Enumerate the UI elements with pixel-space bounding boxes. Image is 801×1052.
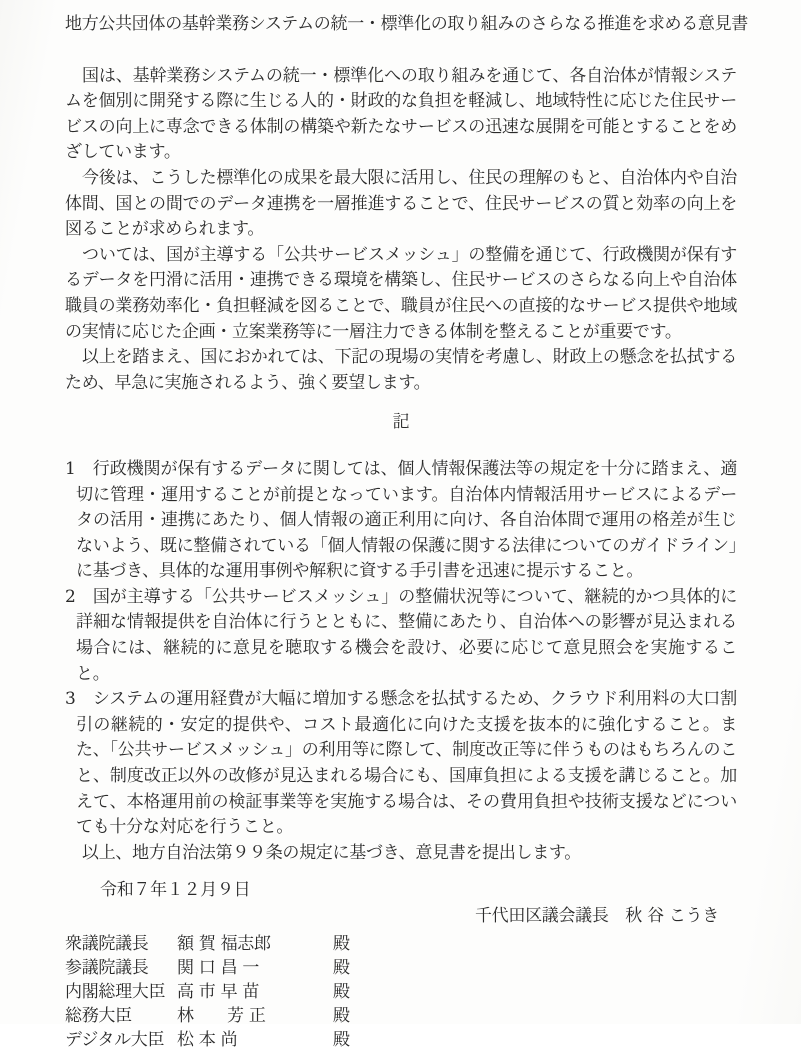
recipient-name: 額 賀 福志郎 xyxy=(177,933,271,954)
item-number: 1 xyxy=(65,458,76,479)
paragraph: ついては、国が主導する「公共サービスメッシュ」の整備を通じて、行政機関が保有するデータを円滑に活用・連携できる環境を構築し、住民サービスのさらなる向上や自治体職員の業務効率化・負担軽減を図ることで、職員が住民への直接的なサービス提供や地域の実情に応じた企画・立案業務等に一層注力できる体制を整えることが重要です。 xyxy=(65,244,737,342)
document-date: 令和７年１２月９日 xyxy=(100,880,251,901)
closing-statement: 以上、地方自治法第９９条の規定に基づき、意見書を提出します。 xyxy=(82,842,581,863)
recipients-list xyxy=(65,932,737,1052)
paragraph: 今後は、こうした標準化の成果を最大限に活用し、住民の理解のもと、自治体内や自治体間、国との間でのデータ連携を一層推進することで、住民サービスの質と効率の向上を図ることが求められます。 xyxy=(65,167,737,240)
recipient-row xyxy=(65,956,737,980)
opening-paragraphs xyxy=(65,64,737,397)
recipient-title: 参議院議長 xyxy=(65,957,149,978)
document-title: 地方公共団体の基幹業務システムの統一・標準化の取り組みのさらなる推進を求める意見書 xyxy=(65,14,748,34)
recipient-honorific: 殿 xyxy=(333,1005,350,1026)
paragraph: 国は、基幹業務システムの統一・標準化への取り組みを通じて、各自治体が情報システムを個別に開発する際に生じる人的・財政的な負担を軽減し、地域特性に応じた住民サービスの向上に専念できる体制の構築や新たなサービスの迅速な展開を可能とすることをめざしています。 xyxy=(65,65,737,163)
recipient-row xyxy=(65,1028,737,1052)
item-text: システムの運用経費が大幅に増加する懸念を払拭するため、クラウド利用料の大口割引の継続的・安定的提供や、コスト最適化に向けた支援を抜本的に強化すること。また、「公共サービスメッシュ」の利用等に際して、制度改正等に伴うものはもちろんのこと、制度改正以外の改修が見込まれる場合にも、国庫負担による支援を講じること。加えて、本格運用前の検証事業等を実施する場合は、その費用負担や技術支援などについても十分な対応を行うこと。 xyxy=(76,689,737,838)
signer: 千代田区議会議長 秋 谷 こうき xyxy=(474,906,719,926)
request-item-1 xyxy=(65,457,737,585)
recipient-title: 総務大臣 xyxy=(65,1005,132,1026)
item-text: 国が主導する「公共サービスメッシュ」の整備状況等について、継続的かつ具体的に詳細な情報提供を自治体に行うとともに、整備にあたり、自治体への影響が見込まれる場合には、継続的に意見を聴取する機会を設け、必要に応じて意見照会を実施すること。 xyxy=(76,586,737,684)
record-marker: 記 xyxy=(392,412,410,433)
recipient-title: 内閣総理大臣 xyxy=(65,981,166,1002)
recipient-title: デジタル大臣 xyxy=(65,1029,165,1050)
recipient-honorific: 殿 xyxy=(333,1029,350,1050)
item-text: 行政機関が保有するデータに関しては、個人情報保護法等の規定を十分に踏まえ、適切に管理・運用することが前提となっています。自治体内情報活用サービスによるデータの活用・連携にあたり、個人情報の適正利用に向け、各自治体間で運用の格差が生じないよう、既に整備されている「個人情報の保護に関する法律についてのガイドライン」に基づき、具体的な運用事例や解釈に資する手引書を迅速に提示すること。 xyxy=(76,458,737,582)
request-list xyxy=(65,457,737,841)
recipient-honorific: 殿 xyxy=(333,933,350,954)
recipient-name: 松 本 尚 xyxy=(177,1029,238,1050)
recipient-honorific: 殿 xyxy=(333,981,350,1002)
request-item-2 xyxy=(65,585,737,687)
recipient-row xyxy=(65,932,737,956)
recipient-name: 関 口 昌 一 xyxy=(177,957,260,978)
recipient-name: 高 市 早 苗 xyxy=(177,981,260,1002)
recipient-honorific: 殿 xyxy=(333,957,350,978)
recipient-row xyxy=(65,980,737,1004)
item-number: 3 xyxy=(65,689,76,710)
recipient-title: 衆議院議長 xyxy=(65,933,149,954)
item-number: 2 xyxy=(65,586,76,607)
request-item-3 xyxy=(65,687,737,841)
paragraph: 以上を踏まえ、国におかれては、下記の現場の実情を考慮し、財政上の懸念を払拭するため、早急に実施されるよう、強く要望します。 xyxy=(65,347,737,393)
recipient-name: 林 芳 正 xyxy=(177,1005,266,1026)
